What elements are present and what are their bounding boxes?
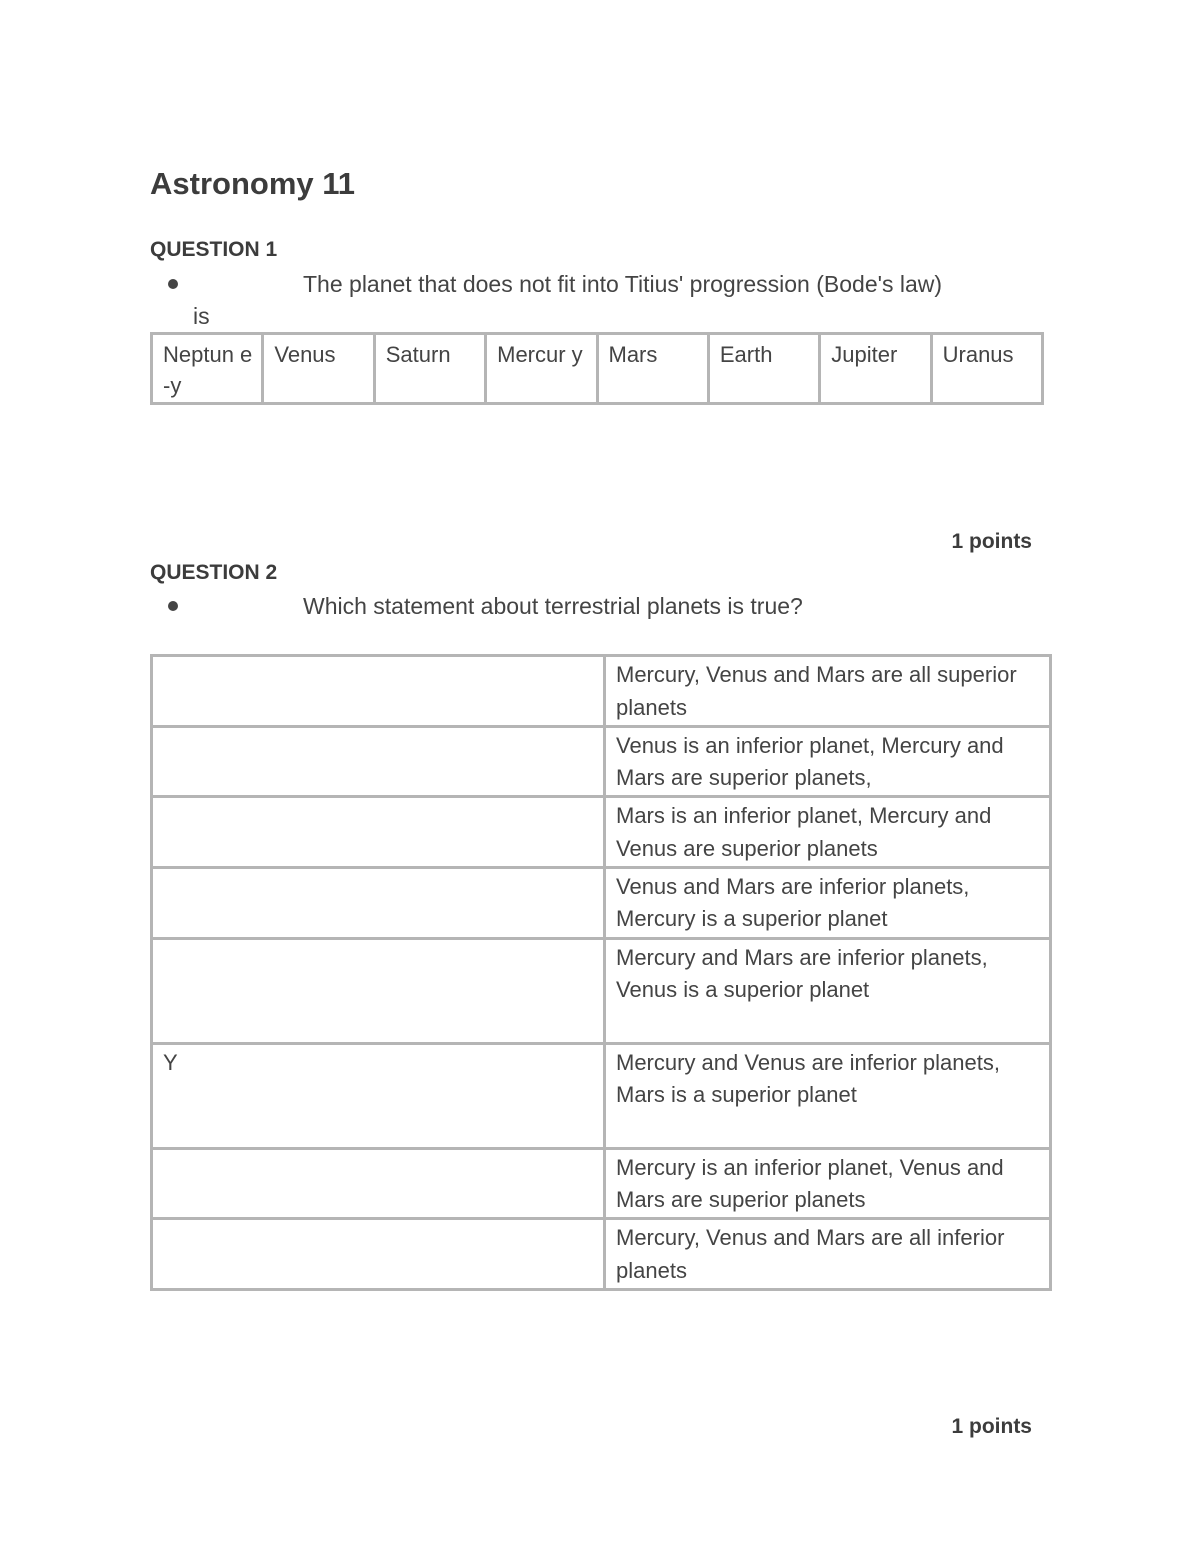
answer-text: Mercury is an inferior planet, Venus and Mars are superior planets [605,1148,1051,1219]
option-cell[interactable]: Saturn [374,334,485,404]
answer-text: Mercury, Venus and Mars are all inferior planets [605,1219,1051,1290]
answer-mark [152,1148,605,1219]
answer-mark [152,726,605,797]
option-cell[interactable]: Uranus [931,334,1042,404]
answer-row[interactable] [152,726,1051,797]
answer-row[interactable] [152,938,1051,1043]
option-cell[interactable]: Earth [708,334,819,404]
bullet-icon [168,279,178,289]
answer-text: Mercury and Venus are inferior planets, Mars is a superior planet [605,1043,1051,1148]
question-2-prompt: Which statement about terrestrial planets is true? [303,593,803,619]
answer-row[interactable] [152,1043,1051,1148]
answer-mark: Y [152,1043,605,1148]
option-cell[interactable]: Mars [597,334,708,404]
bullet-icon [168,601,178,611]
answer-text: Venus and Mars are inferior planets, Mercury is a superior planet [605,867,1051,938]
answer-text: Mars is an inferior planet, Mercury and Venus are superior planets [605,797,1051,868]
answer-row[interactable] [152,867,1051,938]
question-2-heading: QUESTION 2 [150,561,278,584]
question-1-heading: QUESTION 1 [150,238,278,261]
options-row [152,334,1043,404]
option-cell[interactable]: Jupiter [820,334,931,404]
answer-mark [152,656,605,727]
answer-text: Mercury, Venus and Mars are all superior planets [605,656,1051,727]
question-2-points: 1 points [951,1415,1032,1438]
question-2-answers-table [150,654,1052,1291]
question-1-prompt: The planet that does not fit into Titius' progression (Bode's law) [303,271,943,297]
question-1-points: 1 points [951,530,1032,553]
answer-row[interactable] [152,1148,1051,1219]
answer-mark [152,797,605,868]
option-cell[interactable]: Venus [263,334,374,404]
answer-row[interactable] [152,797,1051,868]
answer-text: Venus is an inferior planet, Mercury and Mars are superior planets, [605,726,1051,797]
option-cell[interactable]: Mercur y [486,334,597,404]
document-title: Astronomy 11 [150,166,356,201]
answer-row[interactable] [152,1219,1051,1290]
answer-mark [152,938,605,1043]
answer-mark [152,1219,605,1290]
answer-row[interactable] [152,656,1051,727]
question-1-prompt-continued: is [193,303,210,329]
answer-text: Mercury and Mars are inferior planets, Venus is a superior planet [605,938,1051,1043]
option-cell[interactable]: Neptun e-y [152,334,263,404]
question-1-options-table [150,332,1044,405]
answer-mark [152,867,605,938]
